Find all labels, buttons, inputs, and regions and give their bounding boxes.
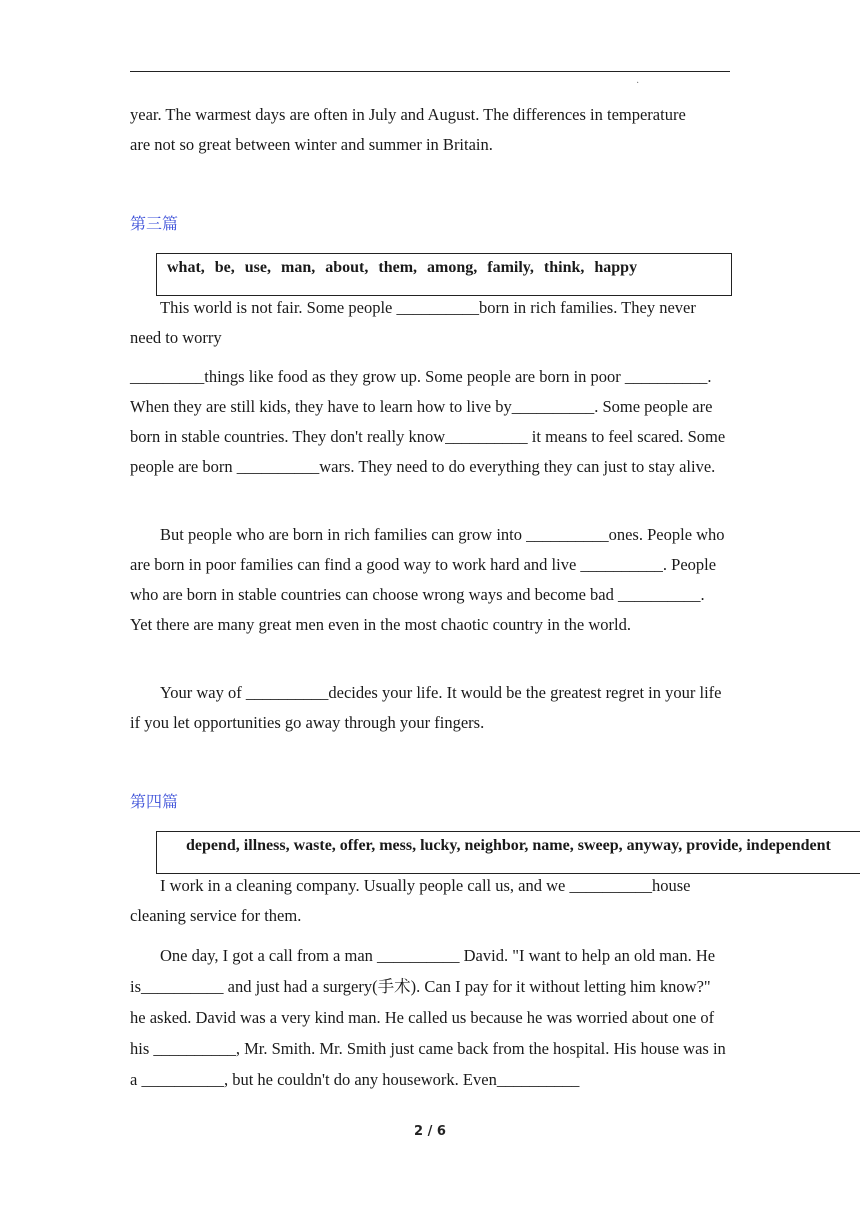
passage-paragraph: But people who are born in rich families can grow into __________ones. People who are born in poor families can find a good way to work hard and live __________. People who are born in stable countries can choose wrong ways and become bad __________. Yet there are many great men even in the most chaotic country in the world. bbox=[130, 525, 725, 634]
word-box-4: depend, illness, waste, offer, mess, lucky, neighbor, name, sweep, anyway, provide, independent bbox=[156, 831, 860, 874]
header-rule bbox=[130, 71, 730, 72]
intro-line: year. The warmest days are often in July and August. The differences in temperature bbox=[130, 105, 686, 124]
header-dot: · bbox=[636, 78, 640, 89]
passage-paragraph: Your way of __________decides your life. It would be the greatest regret in your life if you let opportunities go away through your fingers. bbox=[130, 683, 722, 732]
passage-paragraph: This world is not fair. Some people __________born in rich families. They never need to worry bbox=[130, 298, 696, 347]
section-heading-3: 第三篇 bbox=[130, 214, 179, 233]
section-heading-4: 第四篇 bbox=[130, 792, 179, 811]
passage-paragraph: I work in a cleaning company. Usually people call us, and we __________house cleaning service for them. bbox=[130, 876, 691, 925]
intro-line: are not so great between winter and summer in Britain. bbox=[130, 135, 493, 154]
word-box-3: what, be, use, man, about, them, among, family, think, happy bbox=[156, 253, 732, 296]
page-number: 2 / 6 bbox=[414, 1124, 446, 1139]
passage-paragraph: _________things like food as they grow up. Some people are born in poor __________. When they are still kids, they have to learn how to live by__________. Some people are born in stable countries. They don't really know__________ it means to feel scared. Some people are born __________wars. They need to do everything they can just to stay alive. bbox=[130, 367, 726, 476]
passage-paragraph: One day, I got a call from a man __________ David. "I want to help an old man. He is__________ and just had a surgery(手术). Can I pay for it without letting him know?" he asked. David was a very kind man. He called us because he was worried about one of his __________, Mr. Smith. Mr. Smith just came back from the hospital. His house was in a __________, but he couldn't do any housework. Even__________ bbox=[130, 946, 726, 1089]
